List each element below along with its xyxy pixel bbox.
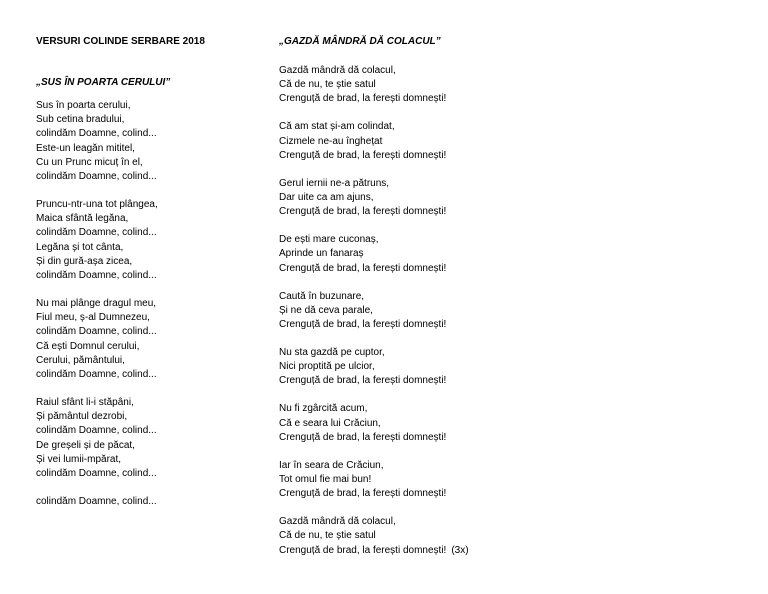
repeat-marker: (3x) <box>451 544 469 556</box>
lyric-line <box>279 191 579 205</box>
stanza <box>279 346 579 389</box>
lyric-line <box>36 396 256 410</box>
lyric-line <box>279 64 579 78</box>
lyric-line <box>279 205 579 219</box>
lyric-text: Gerul iernii ne-a pătruns, <box>279 177 390 189</box>
lyric-text: Crenguță de brad, la ferești domnești! <box>279 431 447 443</box>
lyric-text: Raiul sfânt li-i stăpâni, <box>36 397 134 409</box>
lyric-text: colindăm Doamne, colind... <box>36 128 157 140</box>
lyric-line <box>36 127 256 141</box>
lyric-line <box>279 92 579 106</box>
lyric-text: Crenguță de brad, la ferești domnești! <box>279 206 447 218</box>
stanza <box>279 459 579 502</box>
lyric-text: Caută în buzunare, <box>279 290 365 302</box>
lyric-text: colindăm Doamne, colind... <box>36 171 157 183</box>
lyric-text: Că de nu, te știe satul <box>279 530 376 542</box>
lyric-line <box>36 439 256 453</box>
lyric-text: Maica sfântă legăna, <box>36 213 129 225</box>
lyric-line <box>279 544 579 558</box>
lyric-line <box>36 453 256 467</box>
lyric-text: Tot omul fie mai bun! <box>279 474 372 486</box>
document-header: VERSURI COLINDE SERBARE 2018 <box>36 36 205 47</box>
lyric-text: Gazdă mândră dă colacul, <box>279 65 396 76</box>
lyric-line <box>279 247 579 261</box>
lyric-line <box>279 529 579 543</box>
stanza <box>36 297 256 382</box>
stanza <box>279 177 579 220</box>
lyric-text: Crenguță de brad, la ferești domnești! <box>279 93 447 105</box>
stanza <box>279 515 579 558</box>
lyric-text: Crenguță de brad, la ferești domnești! <box>279 262 447 274</box>
stanza <box>36 495 256 509</box>
lyric-text: De greșeli și de păcat, <box>36 439 135 451</box>
lyric-line <box>36 269 256 283</box>
lyric-line <box>36 368 256 382</box>
lyric-line <box>279 304 579 318</box>
lyric-text: Sub cetina bradului, <box>36 114 125 126</box>
lyric-text: colindăm Doamne, colind... <box>36 496 157 508</box>
lyric-line <box>279 177 579 191</box>
stanza <box>36 99 256 184</box>
lyric-line <box>279 431 579 445</box>
lyric-line <box>279 473 579 487</box>
lyric-line <box>36 297 256 311</box>
lyric-text: colindăm Doamne, colind... <box>36 227 157 239</box>
lyric-line <box>36 311 256 325</box>
lyric-text: Aprinde un fanaraș <box>279 248 364 260</box>
lyric-line <box>36 495 256 509</box>
lyric-text: Gazdă mândră dă colacul, <box>279 516 396 528</box>
lyric-line <box>279 417 579 431</box>
left-column <box>36 36 256 523</box>
lyric-line <box>36 170 256 184</box>
lyric-line <box>36 226 256 240</box>
song1-title: „SUS ÎN POARTA CERULUI” <box>36 77 171 88</box>
lyric-line <box>36 212 256 226</box>
stanza <box>279 402 579 445</box>
lyric-line <box>36 354 256 368</box>
lyric-text: Legăna și tot cânta, <box>36 241 124 253</box>
lyric-text: Și vei lumii-mpărat, <box>36 453 122 465</box>
lyric-text: Cu un Prunc micuț în el, <box>36 156 143 168</box>
lyric-text: Nu fi zgârcită acum, <box>279 403 368 415</box>
lyric-text: De ești mare cuconaș, <box>279 234 379 246</box>
lyric-text: Și pământul dezrobi, <box>36 411 128 423</box>
lyric-line <box>279 149 579 163</box>
stanza <box>279 120 579 163</box>
lyric-line <box>36 410 256 424</box>
lyric-text: Cizmele ne-au înghețat <box>279 135 383 147</box>
lyric-line <box>36 325 256 339</box>
lyric-line <box>279 233 579 247</box>
lyric-text: Crenguță de brad, la ferești domnești! <box>279 149 447 161</box>
lyric-text: colindăm Doamne, colind... <box>36 425 157 437</box>
lyric-text: colindăm Doamne, colind... <box>36 270 157 282</box>
lyric-text: Nu sta gazdă pe cuptor, <box>279 347 385 359</box>
lyric-text: Și ne dă ceva parale, <box>279 304 373 316</box>
lyric-line <box>279 318 579 332</box>
lyric-line <box>279 487 579 501</box>
stanza <box>279 233 579 276</box>
lyric-line <box>36 142 256 156</box>
lyric-line <box>279 262 579 276</box>
song1-lyrics <box>36 99 256 509</box>
lyric-line <box>36 156 256 170</box>
right-column <box>279 36 579 572</box>
lyric-text: Și din gură-așa zicea, <box>36 255 133 267</box>
stanza <box>279 290 579 333</box>
lyric-text: Că e seara lui Crăciun, <box>279 417 381 429</box>
lyric-text: Fiul meu, ș-al Dumnezeu, <box>36 312 150 324</box>
lyric-line <box>36 113 256 127</box>
lyric-line <box>279 120 579 134</box>
lyric-text: Crenguță de brad, la ferești domnești! <box>279 375 447 387</box>
lyric-text: Este-un leagăn mititel, <box>36 142 135 154</box>
lyric-text: Crenguță de brad, la ferești domnești! <box>279 544 447 556</box>
lyric-line <box>36 340 256 354</box>
lyric-line <box>279 360 579 374</box>
lyric-text: colindăm Doamne, colind... <box>36 326 157 338</box>
lyric-text: Că ești Domnul cerului, <box>36 340 140 352</box>
stanza <box>36 396 256 481</box>
lyric-line <box>279 78 579 92</box>
song2-title: „GAZDĂ MÂNDRĂ DĂ COLACUL” <box>279 36 441 47</box>
lyric-text: Crenguță de brad, la ferești domnești! <box>279 488 447 500</box>
lyric-text: Că am stat și-am colindat, <box>279 121 395 133</box>
stanza <box>279 64 579 107</box>
lyric-line <box>36 241 256 255</box>
lyric-line <box>36 467 256 481</box>
lyric-line <box>279 290 579 304</box>
lyric-line <box>279 459 579 473</box>
lyric-text: colindăm Doamne, colind... <box>36 468 157 480</box>
lyric-text: Nu mai plânge dragul meu, <box>36 298 157 310</box>
lyric-line <box>36 198 256 212</box>
lyric-line <box>279 515 579 529</box>
lyric-text: colindăm Doamne, colind... <box>36 369 157 381</box>
lyric-line <box>36 99 256 113</box>
lyric-text: Sus în poarta cerului, <box>36 100 131 111</box>
song2-lyrics <box>279 64 579 558</box>
lyric-text: Pruncu-ntr-una tot plângea, <box>36 199 158 211</box>
lyric-text: Că de nu, te știe satul <box>279 79 376 91</box>
lyric-line <box>36 424 256 438</box>
lyric-line <box>279 346 579 360</box>
lyric-text: Nici proptită pe ulcior, <box>279 361 375 373</box>
lyric-line <box>279 374 579 388</box>
lyric-text: Iar în seara de Crăciun, <box>279 459 384 471</box>
lyric-text: Dar uite ca am ajuns, <box>279 192 374 204</box>
lyric-line <box>279 135 579 149</box>
lyric-line <box>279 402 579 416</box>
lyric-line <box>36 255 256 269</box>
lyric-text: Cerului, pământului, <box>36 354 125 366</box>
stanza <box>36 198 256 283</box>
lyric-text: Crenguță de brad, la ferești domnești! <box>279 319 447 331</box>
